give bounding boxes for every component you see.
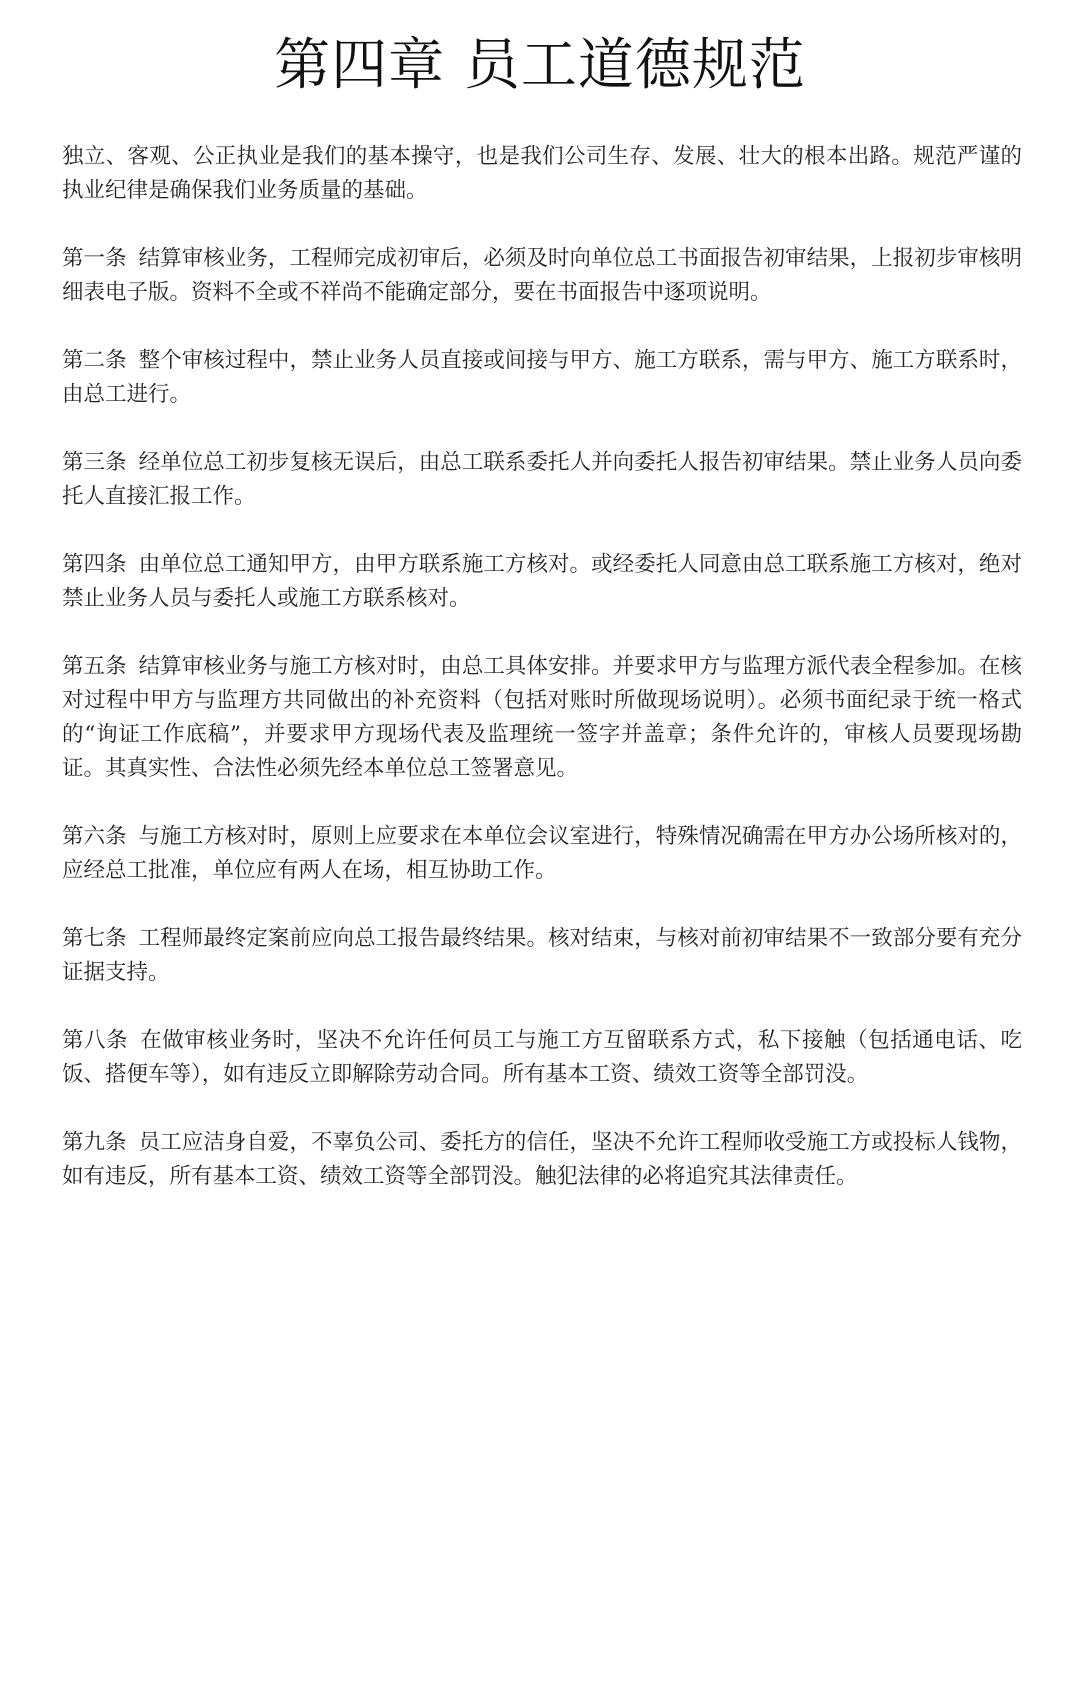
- article-2: [62, 344, 1022, 412]
- article-label: 第二条: [62, 348, 127, 373]
- article-text: 整个审核过程中，禁止业务人员直接或间接与甲方、施工方联系，需与甲方、施工方联系时，由总工进行。: [62, 348, 1022, 407]
- article-label: 第八条: [62, 1028, 129, 1053]
- article-9: [62, 1126, 1022, 1194]
- chapter-title: 第四章 员工道德规范: [274, 33, 806, 98]
- article-8: [62, 1024, 1022, 1092]
- article-text: 工程师最终定案前应向总工报告最终结果。核对结束，与核对前初审结果不一致部分要有充分证据支持。: [62, 926, 1022, 985]
- article-text: 经单位总工初步复核无误后，由总工联系委托人并向委托人报告初审结果。禁止业务人员向委托人直接汇报工作。: [62, 450, 1022, 509]
- article-label: 第一条: [62, 246, 127, 271]
- article-label: 第四条: [62, 552, 127, 577]
- article-text: 结算审核业务与施工方核对时，由总工具体安排。并要求甲方与监理方派代表全程参加。在核对过程中甲方与监理方共同做出的补充资料（包括对账时所做现场说明）。必须书面纪录于统一格式的“询证工作底稿”，并要求甲方现场代表及监理统一签字并盖章；条件允许的，审核人员要现场勘证。其真实性、合法性必须先经本单位总工签署意见。: [62, 654, 1022, 781]
- article-text: 与施工方核对时，原则上应要求在本单位会议室进行，特殊情况确需在甲方办公场所核对的，应经总工批准，单位应有两人在场，相互协助工作。: [62, 824, 1022, 883]
- article-5: [62, 650, 1022, 786]
- article-text: 结算审核业务，工程师完成初审后，必须及时向单位总工书面报告初审结果，上报初步审核明细表电子版。资料不全或不祥尚不能确定部分，要在书面报告中逐项说明。: [62, 246, 1022, 305]
- article-6: [62, 820, 1022, 888]
- article-text: 员工应洁身自爱，不辜负公司、委托方的信任，坚决不允许工程师收受施工方或投标人钱物，如有违反，所有基本工资、绩效工资等全部罚没。触犯法律的必将追究其法律责任。: [62, 1130, 1022, 1189]
- article-7: [62, 922, 1022, 990]
- article-text: 由单位总工通知甲方，由甲方联系施工方核对。或经委托人同意由总工联系施工方核对，绝对禁止业务人员与委托人或施工方联系核对。: [62, 552, 1022, 611]
- article-label: 第七条: [62, 926, 127, 951]
- article-1: [62, 242, 1022, 310]
- article-label: 第六条: [62, 824, 127, 849]
- article-4: [62, 548, 1022, 616]
- article-text: 在做审核业务时，坚决不允许任何员工与施工方互留联系方式，私下接触（包括通电话、吃饭、搭便车等），如有违反立即解除劳动合同。所有基本工资、绩效工资等全部罚没。: [62, 1028, 1022, 1087]
- intro-paragraph: 独立、客观、公正执业是我们的基本操守，也是我们公司生存、发展、壮大的根本出路。规范严谨的执业纪律是确保我们业务质量的基础。: [62, 144, 1022, 203]
- document-body: [62, 140, 1022, 1228]
- article-3: [62, 446, 1022, 514]
- article-label: 第五条: [62, 654, 127, 679]
- article-label: 第九条: [62, 1130, 127, 1155]
- article-label: 第三条: [62, 450, 127, 475]
